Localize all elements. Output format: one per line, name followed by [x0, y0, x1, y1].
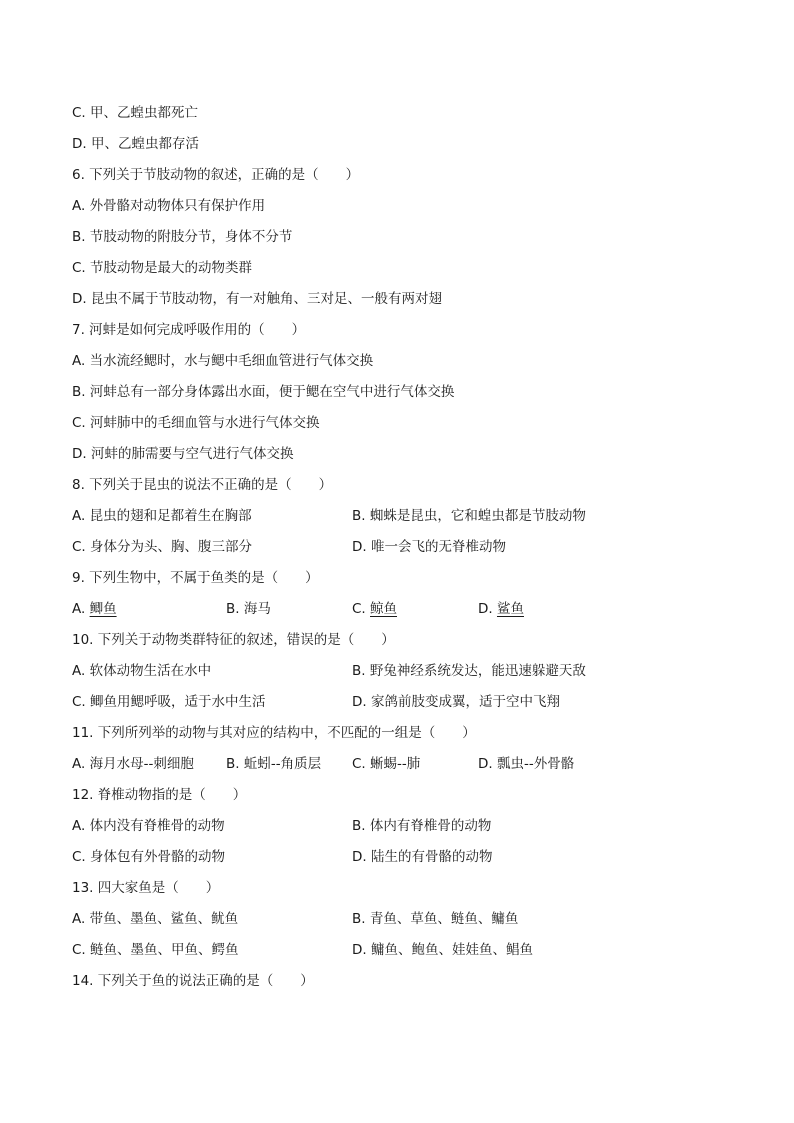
q13-stem: 13. 四大家鱼是（ ）: [72, 880, 220, 896]
q12-option-b: B. 体内有脊椎骨的动物: [352, 818, 492, 834]
q13-option-d: D. 鳙鱼、鲍鱼、娃娃鱼、鲳鱼: [352, 942, 533, 958]
q13-option-b: B. 青鱼、草鱼、鲢鱼、鳙鱼: [352, 911, 519, 927]
q6-stem: 6. 下列关于节肢动物的叙述，正确的是（ ）: [72, 167, 360, 183]
q7-option-d: D. 河蚌的肺需要与空气进行气体交换: [72, 446, 294, 462]
q14-stem: 14. 下列关于鱼的说法正确的是（ ）: [72, 973, 314, 989]
q9-option-c-prefix: C.: [352, 601, 371, 617]
q8-stem: 8. 下列关于昆虫的说法不正确的是（ ）: [72, 477, 333, 493]
q11-option-a: A. 海月水母--刺细胞: [72, 756, 194, 772]
q9-option-b: B. 海马: [226, 601, 271, 617]
q10-option-b: B. 野兔神经系统发达，能迅速躲避天敌: [352, 663, 586, 679]
q9-option-c-word: 鲸鱼: [370, 601, 398, 617]
q6-option-d: D. 昆虫不属于节肢动物，有一对触角、三对足、一般有两对翅: [72, 291, 442, 307]
q9-option-c: [352, 599, 397, 619]
q11-stem: 11. 下列所列举的动物与其对应的结构中，不匹配的一组是（ ）: [72, 725, 476, 741]
q5-option-d: D. 甲、乙蝗虫都存活: [72, 136, 199, 152]
q10-stem: 10. 下列关于动物类群特征的叙述，错误的是（ ）: [72, 632, 395, 648]
q5-option-c: C. 甲、乙蝗虫都死亡: [72, 105, 199, 121]
q12-option-c: C. 身体包有外骨骼的动物: [72, 849, 226, 865]
q10-option-d: D. 家鸽前肢变成翼，适于空中飞翔: [352, 694, 560, 710]
q13-option-c: C. 鲢鱼、墨鱼、甲鱼、鳄鱼: [72, 942, 239, 958]
q12-option-d: D. 陆生的有骨骼的动物: [352, 849, 493, 865]
q9-option-d-prefix: D.: [478, 601, 497, 617]
q7-option-b: B. 河蚌总有一部分身体露出水面，便于鳃在空气中进行气体交换: [72, 384, 455, 400]
q10-option-c: C. 鲫鱼用鳃呼吸，适于水中生活: [72, 694, 266, 710]
q10-option-a: A. 软体动物生活在水中: [72, 663, 212, 679]
q7-option-c: C. 河蚌肺中的毛细血管与水进行气体交换: [72, 415, 320, 431]
q11-option-c: C. 蜥蜴--肺: [352, 756, 421, 772]
q8-option-b: B. 蜘蛛是昆虫，它和蝗虫都是节肢动物: [352, 508, 586, 524]
q12-stem: 12. 脊椎动物指的是（ ）: [72, 787, 247, 803]
q11-option-d: D. 瓢虫--外骨骼: [478, 756, 575, 772]
q9-option-a: [72, 599, 117, 619]
q9-option-d-word: 鲨鱼: [496, 601, 524, 617]
q6-option-b: B. 节肢动物的附肢分节，身体不分节: [72, 229, 293, 245]
q9-option-a-prefix: A.: [72, 601, 90, 617]
q9-stem: 9. 下列生物中，不属于鱼类的是（ ）: [72, 570, 319, 586]
q8-option-d: D. 唯一会飞的无脊椎动物: [352, 539, 506, 555]
q9-option-d: [478, 599, 524, 619]
q6-option-a: A. 外骨骼对动物体只有保护作用: [72, 198, 266, 214]
q7-stem: 7. 河蚌是如何完成呼吸作用的（ ）: [72, 322, 306, 338]
q6-option-c: C. 节肢动物是最大的动物类群: [72, 260, 253, 276]
q13-option-a: A. 带鱼、墨鱼、鲨鱼、鱿鱼: [72, 911, 239, 927]
q12-option-a: A. 体内没有脊椎骨的动物: [72, 818, 225, 834]
q9-option-a-word: 鲫鱼: [89, 601, 117, 617]
q7-option-a: A. 当水流经鳃时，水与鳃中毛细血管进行气体交换: [72, 353, 374, 369]
q11-option-b: B. 蚯蚓--角质层: [226, 756, 322, 772]
q8-option-c: C. 身体分为头、胸、腹三部分: [72, 539, 253, 555]
q8-option-a: A. 昆虫的翅和足都着生在胸部: [72, 508, 252, 524]
